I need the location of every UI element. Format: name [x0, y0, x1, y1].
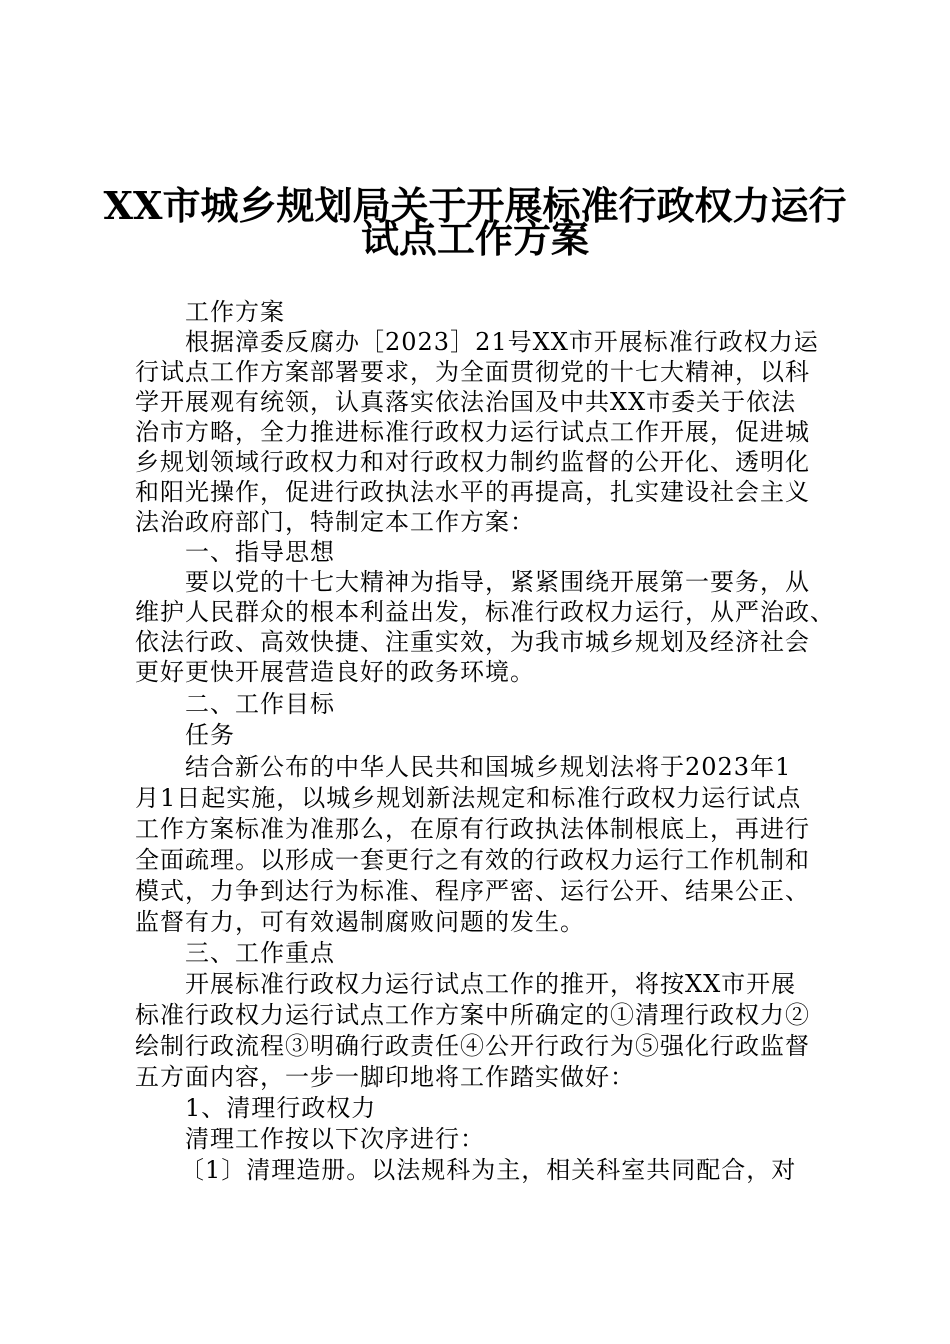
paragraph-line: 模式，力争到达行为标准、程序严密、运行公开、结果公正、	[135, 877, 810, 905]
paragraph-line: 更好更快开展营造良好的政务环境。	[135, 658, 535, 686]
section-heading: 二、工作目标	[185, 690, 335, 718]
paragraph-line: 监督有力，可有效遏制腐败问题的发生。	[135, 908, 585, 936]
paragraph-line: 五方面内容，一步一脚印地将工作踏实做好：	[135, 1063, 635, 1091]
paragraph-line: 学开展观有统领，认真落实依法治国及中共XX市委关于依法	[135, 388, 797, 416]
paragraph-line: 月1日起实施，以城乡规划新法规定和标准行政权力运行试点	[135, 784, 802, 812]
paragraph-line: 全面疏理。以形成一套更行之有效的行政权力运行工作机制和	[135, 846, 810, 874]
paragraph-line: 依法行政、高效快捷、注重实效，为我市城乡规划及经济社会	[135, 628, 810, 656]
document-title-line-1: XX市城乡规划局关于开展标准行政权力运行	[103, 183, 847, 228]
paragraph-line: 绘制行政流程③明确行政责任④公开行政行为⑤强化行政监督	[135, 1032, 810, 1060]
paragraph-line: 工作方案标准为准那么，在原有行政执法体制根底上，再进行	[135, 815, 810, 843]
paragraph-line: 维护人民群众的根本利益出发，标准行政权力运行，从严治政、	[135, 598, 835, 626]
paragraph-line: 〔1〕清理造册。以法规科为主，相关科室共同配合，对	[180, 1156, 797, 1184]
paragraph-line: 清理工作按以下次序进行：	[185, 1125, 485, 1153]
paragraph-line: 和阳光操作，促进行政执法水平的再提高，扎实建设社会主义	[135, 478, 810, 506]
section-heading: 一、指导思想	[185, 538, 335, 566]
paragraph-line: 结合新公布的中华人民共和国城乡规划法将于2023年1	[185, 753, 792, 781]
subsection-heading: 1、清理行政权力	[185, 1094, 377, 1122]
paragraph-line: 根据漳委反腐办［2023］21号XX市开展标准行政权力运	[185, 328, 819, 356]
section-subheading: 任务	[185, 721, 235, 749]
section-label: 工作方案	[185, 298, 285, 326]
paragraph-line: 标准行政权力运行试点工作方案中所确定的①清理行政权力②	[135, 1001, 810, 1029]
paragraph-line: 要以党的十七大精神为指导，紧紧围绕开展第一要务，从	[185, 568, 810, 596]
paragraph-line: 行试点工作方案部署要求，为全面贯彻党的十七大精神，以科	[135, 358, 810, 386]
section-heading: 三、工作重点	[185, 939, 335, 967]
paragraph-line: 治市方略，全力推进标准行政权力运行试点工作开展，促进城	[135, 418, 810, 446]
document-title-line-2: 试点工作方案	[360, 216, 589, 261]
paragraph-line: 开展标准行政权力运行试点工作的推开，将按XX市开展	[185, 970, 797, 998]
paragraph-line: 法治政府部门，特制定本工作方案：	[135, 508, 535, 536]
paragraph-line: 乡规划领域行政权力和对行政权力制约监督的公开化、透明化	[135, 448, 810, 476]
